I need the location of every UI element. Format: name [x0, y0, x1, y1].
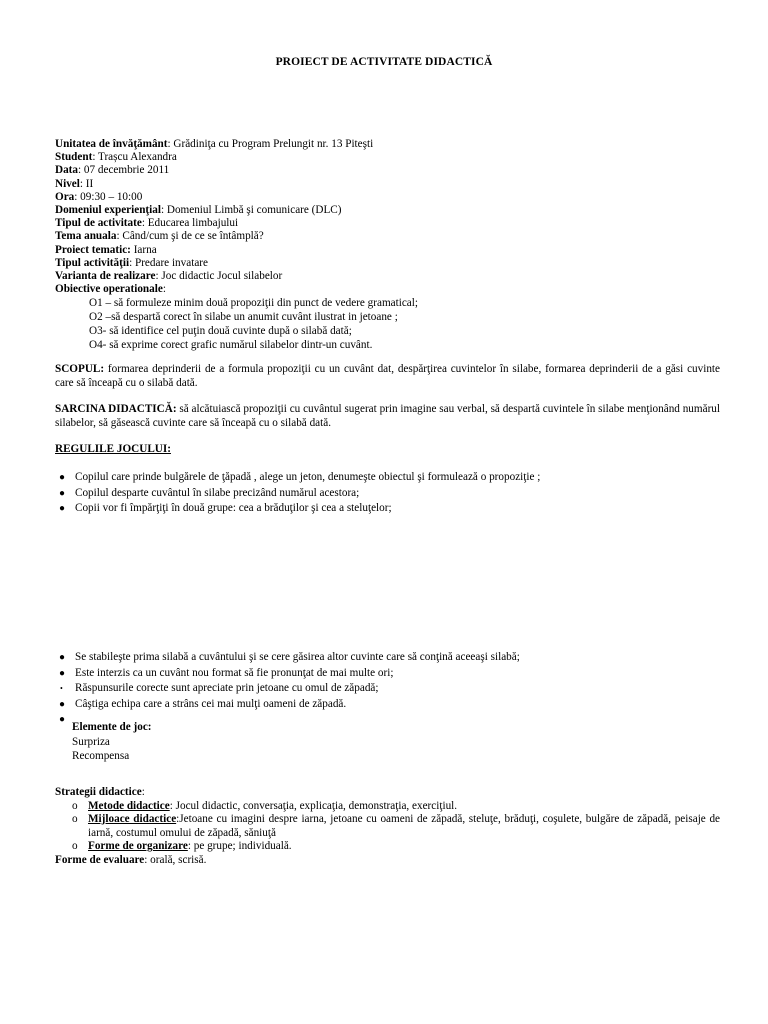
info-tipul-activitatii: [55, 257, 720, 270]
info-label: Unitatea de învăţământ: [55, 138, 168, 150]
info-proiect: [55, 244, 720, 257]
info-block: [55, 138, 720, 352]
strategie-value: : pe grupe; individuală.: [187, 840, 292, 853]
strategie-value: : Jocul didactic, conversaţia, explicaţia, demonstraţia, exerciţiul.: [169, 799, 458, 812]
scopul-text: formarea deprinderii de a formula propoziţii cu un cuvânt dat, despărţirea cuvintelor în silabe, formarea deprinderii de a găsi cuvinte care să înceapă cu o silabă dată.: [55, 363, 720, 389]
info-unitatea: [55, 138, 720, 151]
scopul-label: SCOPUL:: [55, 363, 105, 375]
info-value: : Când/cum şi de ce se întâmplă?: [116, 230, 264, 243]
sarcina-text: să alcătuiască propoziţii cu cuvântul sugerat prin imagine sau verbal, să despartă cuvintele în silabe menţionând numărul silabelor, să găsească cuvinte care să înceapă cu o silabă dată.: [55, 403, 720, 429]
rule-text: Este interzis ca un cuvânt nou format să fie pronunţat de mai multe ori;: [75, 666, 394, 679]
circle-bullet-icon: o: [72, 813, 78, 826]
rule-item: [55, 501, 720, 517]
elemente-item: Recompensa: [72, 749, 130, 762]
info-label: Data: [55, 164, 78, 177]
info-tipul-activitate: [55, 217, 720, 230]
objective-item: O4- să exprime corect grafic numărul silabelor dintr-un cuvânt.: [89, 339, 373, 352]
objective-item: O2 –să despartă corect în silabe un anumit cuvânt ilustrat in jetoane ;: [89, 311, 398, 324]
rules-heading: REGULILE JOCULUI:: [55, 443, 171, 455]
objective-item: O1 – să formuleze minim două propoziţii din punct de vedere gramatical;: [89, 297, 418, 310]
info-nivel: [55, 178, 720, 191]
elemente-heading: Elemente de joc:: [72, 721, 152, 733]
rules-list-a: [55, 470, 720, 517]
info-obiective: [55, 283, 720, 296]
info-value: : 07 decembrie 2011: [78, 164, 170, 177]
info-tema: [55, 230, 720, 243]
rule-item: [55, 666, 720, 682]
info-varianta: [55, 270, 720, 283]
rule-text: Copilul care prinde bulgărele de ţăpadă , alege un jeton, denumeşte obiectul şi formulează o propoziţie ;: [75, 471, 541, 483]
info-value: : 09:30 – 10:00: [74, 190, 143, 203]
rule-item: [55, 486, 720, 502]
info-value: : Trașcu Alexandra: [92, 151, 177, 164]
info-label: Tipul activităţii: [55, 256, 130, 269]
info-data: [55, 164, 720, 177]
bullet-icon: ●: [59, 503, 66, 514]
info-value: : Domeniul Limbă şi comunicare (DLC): [160, 203, 342, 216]
objectives-list: [55, 296, 720, 352]
evaluare-label: Forme de evaluare: [55, 853, 145, 866]
rule-text: Copilul desparte cuvântul în silabe precizând numărul acestora;: [75, 486, 360, 499]
info-label: Tipul de activitate: [55, 217, 142, 230]
strategie-item: [55, 840, 720, 854]
bullet-icon: ●: [59, 698, 66, 710]
rule-item: [55, 681, 720, 697]
sarcina-paragraph: [55, 403, 720, 431]
info-ora: [55, 191, 720, 204]
info-label: Student: [55, 151, 93, 164]
info-label: Varianta de realizare: [55, 269, 156, 282]
rule-item: [55, 697, 720, 713]
strategii-heading-line: [55, 786, 720, 800]
info-value: Iarna: [130, 243, 157, 256]
info-domeniul: [55, 204, 720, 217]
rule-item: [55, 470, 720, 486]
circle-bullet-icon: o: [72, 799, 78, 812]
strategie-item: [55, 813, 720, 840]
elemente-block: [55, 721, 720, 763]
rules-list-b: [55, 650, 720, 728]
strategii-block: [55, 786, 720, 868]
bullet-icon: ●: [59, 667, 66, 679]
bullet-icon: ●: [59, 714, 66, 725]
strategie-label: Metode didactice: [88, 799, 170, 812]
bullet-icon: ●: [59, 652, 66, 663]
sarcina-label: SARCINA DIDACTICĂ:: [55, 403, 177, 415]
scopul-paragraph: [55, 363, 720, 391]
elemente-item: Surpriza: [72, 735, 110, 748]
info-label: Nivel: [55, 177, 80, 190]
info-value: : Predare invatare: [129, 256, 208, 269]
rule-text: Răspunsurile corecte sunt apreciate prin jetoane cu omul de zăpadă;: [75, 682, 379, 694]
rule-text: Se stabileşte prima silabă a cuvântului şi se cere găsirea altor cuvinte care să conţină aceeaşi silabă;: [75, 651, 520, 663]
info-label: Proiect tematic:: [55, 243, 131, 256]
rule-item: [55, 650, 720, 666]
info-student: [55, 151, 720, 164]
strategie-label: Mijloace didactice: [88, 813, 177, 826]
strategie-item: [55, 800, 720, 814]
evaluare-line: [55, 854, 720, 868]
bullet-icon: •: [60, 684, 63, 693]
info-value: :: [162, 283, 166, 296]
info-value: : Grădiniţa cu Program Prelungit nr. 13 Piteşti: [167, 138, 374, 150]
document-title: PROIECT DE ACTIVITATE DIDACTICĂ: [275, 56, 493, 68]
bullet-icon: ●: [59, 472, 66, 483]
strategii-colon: :: [141, 786, 145, 798]
evaluare-value: : orală, scrisă.: [144, 853, 207, 866]
info-label: Obiective operationale: [55, 283, 163, 296]
strategii-heading: Strategii didactice: [55, 786, 142, 798]
strategie-label: Forme de organizare: [88, 840, 188, 853]
info-value: : Educarea limbajului: [141, 217, 239, 230]
circle-bullet-icon: o: [72, 840, 78, 853]
info-label: Domeniul experienţial: [55, 203, 161, 216]
info-value: : II: [79, 177, 94, 190]
info-label: Tema anuala: [55, 230, 117, 243]
info-value: : Joc didactic Jocul silabelor: [155, 269, 283, 282]
bullet-icon: ●: [59, 487, 66, 499]
rule-text: Câştiga echipa care a strâns cei mai mulţi oameni de zăpadă.: [75, 697, 347, 710]
strategie-value: :Jetoane cu imagini despre iarna, jetoane cu oameni de zăpadă, steluţe, brăduţi, coşulete, bulgăre de zăpadă, peisaje de iarnă, costumul omului de zăpadă, săniuţă: [88, 813, 720, 839]
objective-item: O3- să identifice cel puţin două cuvinte după o silabă dată;: [89, 325, 352, 338]
rule-text: Copii vor fi împărţiţi în două grupe: cea a brăduţilor şi cea a steluţelor;: [75, 502, 392, 514]
strategii-list: [55, 800, 720, 854]
info-label: Ora: [55, 190, 75, 203]
